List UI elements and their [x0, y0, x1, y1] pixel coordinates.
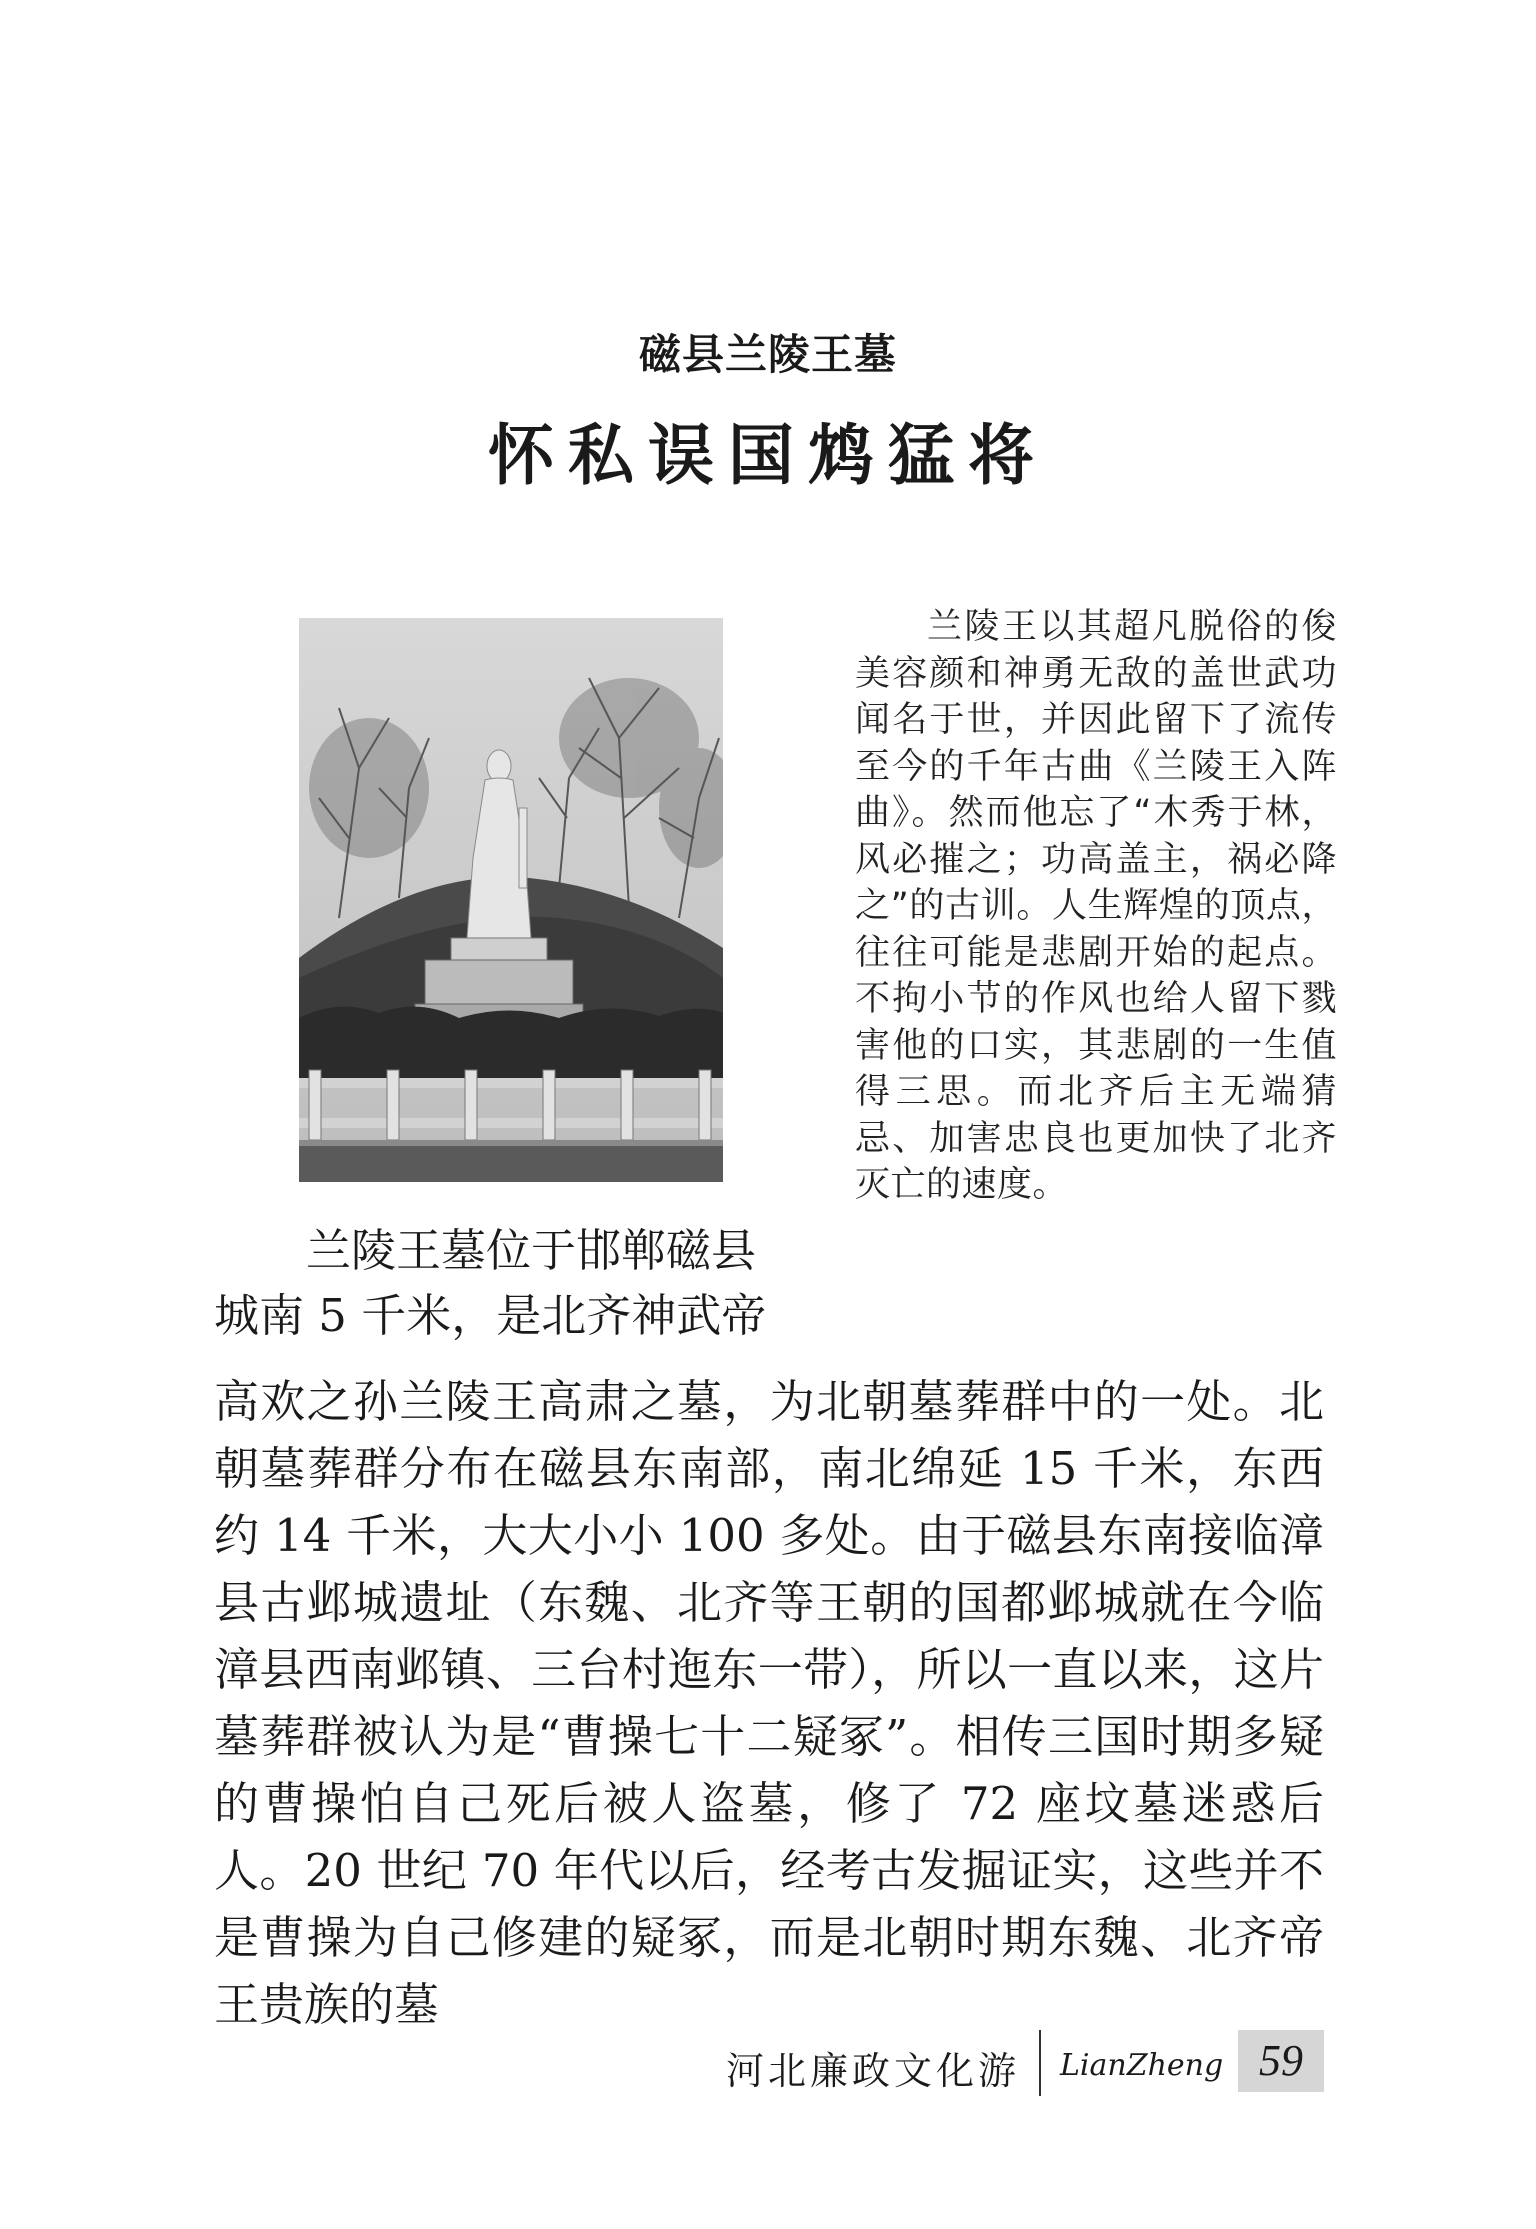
intro-paragraph	[214, 1218, 794, 1348]
intro-line: 城南 5 千米，是北齐神武帝	[214, 1289, 767, 1342]
footer-brand: 河北廉政文化游	[725, 2049, 1020, 2093]
section-subtitle: 磁县兰陵王墓	[638, 330, 897, 379]
body-paragraph: 高欢之孙兰陵王高肃之墓，为北朝墓葬群中的一处。北朝墓葬群分布在磁县东南部，南北绵延 15 千米，东西约 14 千米，大大小小 100 多处。由于磁县东南接临漳县古邺城遗址（东魏、北齐等王朝的国都邺城就在今临漳县西南邺镇、三台村迤东一带），所以一直以来，这片墓葬群被认为是“曹操七十二疑冢”。相传三国时期多疑的曹操怕自己死后被人盗墓，修了 72 座坟墓迷惑后人。20 世纪 70 年代以后，经考古发掘证实，这些并不是曹操为自己修建的疑冢，而是北朝时期东魏、北齐帝王贵族的墓	[214, 1375, 1324, 2031]
page-number: 59	[1238, 2030, 1324, 2092]
page-footer	[0, 2030, 1536, 2100]
page-title: 怀私误国鸩猛将	[488, 417, 1048, 494]
statue-photo-icon	[299, 618, 723, 1182]
intro-line: 兰陵王墓位于邯郸磁县	[306, 1224, 757, 1277]
footer-divider	[1039, 2030, 1041, 2096]
statue-photo	[299, 618, 723, 1182]
footer-roman-brand: LianZheng	[1060, 2048, 1224, 2083]
sidebar-commentary: 兰陵王以其超凡脱俗的俊美容颜和神勇无敌的盖世武功闻名于世，并因此留下了流传至今的千年古曲《兰陵王入阵曲》。然而他忘了“木秀于林，风必摧之；功高盖主，祸必降之”的古训。人生辉煌的顶点，往往可能是悲剧开始的起点。不拘小节的作风也给人留下戮害他的口实，其悲剧的一生值得三思。而北齐后主无端猜忌、加害忠良也更加快了北齐灭亡的速度。	[855, 607, 1337, 1205]
